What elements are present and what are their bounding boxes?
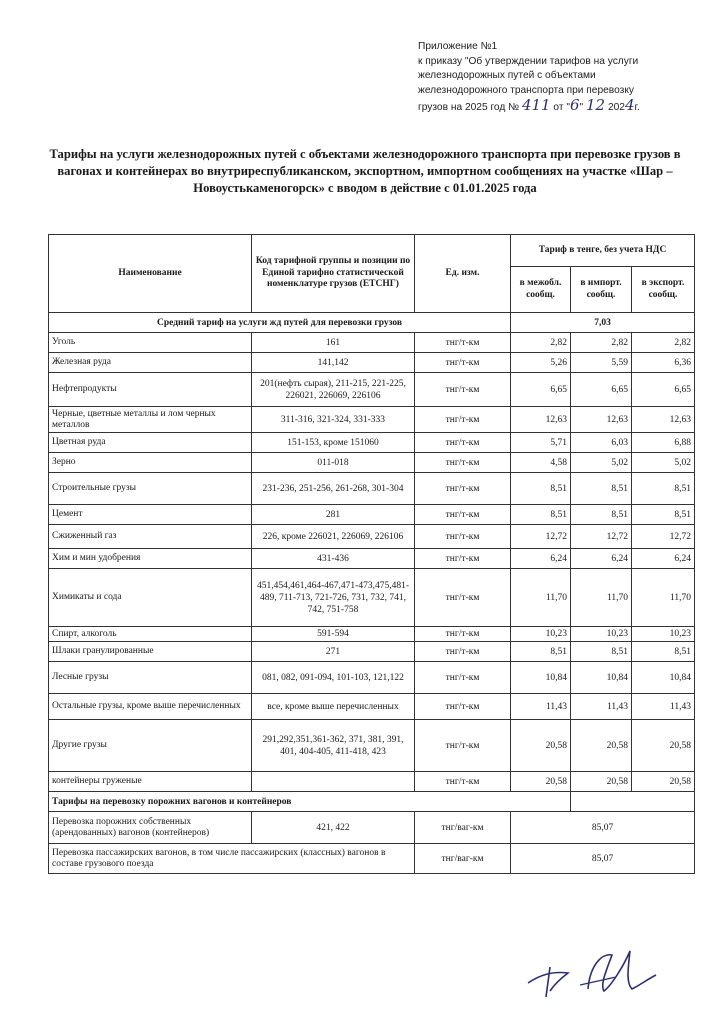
tariff-table (48, 234, 695, 874)
cargo-code: 141,142 (252, 353, 415, 373)
cargo-code: 151-153, кроме 151060 (252, 433, 415, 453)
unit-cell: тнг/т-км (415, 569, 511, 627)
unit-cell: тнг/т-км (415, 642, 511, 662)
table-row (49, 453, 695, 473)
tariff-export: 10,84 (632, 662, 695, 694)
section-empty (571, 792, 695, 812)
cargo-name: Лесные грузы (49, 662, 252, 694)
cargo-name: Химикаты и сода (49, 569, 252, 627)
empty-row-name: Перевозка порожних собственных (арендованных) вагонов (контейнеров) (49, 812, 252, 844)
cargo-code: 161 (252, 333, 415, 353)
tariff-local: 8,51 (511, 505, 571, 525)
table-row (49, 662, 695, 694)
tariff-export: 11,70 (632, 569, 695, 627)
cargo-code: 201(нефть сырая), 211-215, 221-225, 226021, 226069, 226106 (252, 373, 415, 407)
unit-cell: тнг/т-км (415, 505, 511, 525)
table-row (49, 694, 695, 720)
empty-row-name: Перевозка пассажирских вагонов, в том числе пассажирских (классных) вагонов в составе грузового поезда (49, 844, 415, 874)
cargo-code: 291,292,351,361-362, 371, 381, 391, 401, 404-405, 411-418, 423 (252, 720, 415, 772)
unit-cell: тнг/т-км (415, 549, 511, 569)
unit-cell: тнг/т-км (415, 720, 511, 772)
table-row (49, 333, 695, 353)
table-row (49, 812, 695, 844)
empty-section-title: Тарифы на перевозку порожних вагонов и контейнеров (49, 792, 571, 812)
header-code: Код тарифной группы и позиции по Единой тарифно статистической номенклатуре грузов (ЕТСНГ) (252, 235, 415, 313)
table-row (49, 373, 695, 407)
table-row (49, 720, 695, 772)
tariff-local: 10,23 (511, 627, 571, 642)
table-row (49, 433, 695, 453)
tariff-local: 8,51 (511, 642, 571, 662)
tariff-import: 11,70 (571, 569, 632, 627)
average-row (49, 313, 695, 333)
empty-row-value: 85,07 (511, 812, 695, 844)
tariff-local: 10,84 (511, 662, 571, 694)
tariff-local: 2,82 (511, 333, 571, 353)
cargo-code: все, кроме выше перечисленных (252, 694, 415, 720)
appendix-line: железнодорожного транспорта при перевозку (418, 84, 634, 96)
tariff-import: 20,58 (571, 720, 632, 772)
average-label: Средний тариф на услуги жд путей для перевозки грузов (49, 313, 511, 333)
tariff-import: 12,72 (571, 525, 632, 549)
tariff-import: 8,51 (571, 505, 632, 525)
tariff-local: 11,70 (511, 569, 571, 627)
year-suffix: г. (634, 102, 640, 114)
year-digit: 4 (624, 96, 635, 115)
unit-cell: тнг/т-км (415, 525, 511, 549)
tariff-export: 12,63 (632, 407, 695, 433)
order-number: 411 (521, 96, 551, 115)
cargo-code: 271 (252, 642, 415, 662)
tariff-import: 20,58 (571, 772, 632, 792)
order-month: 12 (586, 96, 606, 115)
table-row (49, 627, 695, 642)
header-import: в импорт. сообщ. (571, 267, 632, 313)
unit-cell: тнг/т-км (415, 433, 511, 453)
table-row (49, 473, 695, 505)
unit-cell: тнг/т-км (415, 627, 511, 642)
appendix-date-line (418, 98, 708, 116)
document-title: Тарифы на услуги железнодорожных путей с объектами железнодорожного транспорта при перевозке грузов в вагонах и контейнерах во внутриреспубликанском, экспортном, импортном сообщениях на участке «Шар – Новоустькаменогорск» с вводом в действие с 01.01.2025 года (49, 147, 681, 195)
signature (520, 945, 670, 1005)
unit-cell: тнг/ваг-км (415, 844, 511, 874)
tariff-import: 8,51 (571, 473, 632, 505)
cargo-code: 081, 082, 091-094, 101-103, 121,122 (252, 662, 415, 694)
tariff-local: 4,58 (511, 453, 571, 473)
appendix-quote: " (579, 102, 584, 114)
cargo-name: Строительные грузы (49, 473, 252, 505)
unit-cell: тнг/т-км (415, 407, 511, 433)
tariff-local: 6,24 (511, 549, 571, 569)
tariff-local: 8,51 (511, 473, 571, 505)
tariff-local: 11,43 (511, 694, 571, 720)
table-row (49, 569, 695, 627)
cargo-code: 231-236, 251-256, 261-268, 301-304 (252, 473, 415, 505)
cargo-code: 591-594 (252, 627, 415, 642)
year-prefix: 202 (607, 102, 625, 114)
cargo-code (252, 772, 415, 792)
cargo-name: контейнеры груженые (49, 772, 252, 792)
table-row (49, 407, 695, 433)
tariff-local: 5,26 (511, 353, 571, 373)
tariff-export: 6,65 (632, 373, 695, 407)
appendix-line: железнодорожных путей с объектами (418, 70, 596, 82)
tariff-local: 6,65 (511, 373, 571, 407)
header-export: в экспорт. сообщ. (632, 267, 695, 313)
unit-cell: тнг/т-км (415, 772, 511, 792)
header-unit: Ед. изм. (415, 235, 511, 313)
table-row (49, 525, 695, 549)
header-tariff: Тариф в тенге, без учета НДС (511, 235, 695, 267)
cargo-name: Уголь (49, 333, 252, 353)
tariff-import: 11,43 (571, 694, 632, 720)
cargo-name: Железная руда (49, 353, 252, 373)
tariff-local: 12,63 (511, 407, 571, 433)
tariff-export: 6,36 (632, 353, 695, 373)
table-row (49, 642, 695, 662)
unit-cell: тнг/т-км (415, 373, 511, 407)
tariff-import: 8,51 (571, 642, 632, 662)
cargo-name: Цемент (49, 505, 252, 525)
cargo-code: 311-316, 321-324, 331-333 (252, 407, 415, 433)
tariff-export: 20,58 (632, 720, 695, 772)
unit-cell: тнг/т-км (415, 353, 511, 373)
cargo-name: Остальные грузы, кроме выше перечисленных (49, 694, 252, 720)
average-value: 7,03 (511, 313, 695, 333)
table-row (49, 549, 695, 569)
appendix-from: от " (553, 102, 570, 114)
tariff-import: 12,63 (571, 407, 632, 433)
empty-row-value: 85,07 (511, 844, 695, 874)
tariff-import: 6,65 (571, 373, 632, 407)
tariff-local: 12,72 (511, 525, 571, 549)
tariff-export: 20,58 (632, 772, 695, 792)
tariff-import: 5,02 (571, 453, 632, 473)
order-day: 6 (569, 96, 580, 115)
table-body (49, 313, 695, 874)
tariff-export: 12,72 (632, 525, 695, 549)
tariff-export: 8,51 (632, 642, 695, 662)
tariff-local: 5,71 (511, 433, 571, 453)
empty-row-code: 421, 422 (252, 812, 415, 844)
tariff-export: 8,51 (632, 473, 695, 505)
cargo-name: Шлаки гранулированные (49, 642, 252, 662)
cargo-code: 451,454,461,464-467,471-473,475,481-489, 711-713, 721-726, 731, 732, 741, 742, 751-758 (252, 569, 415, 627)
cargo-name: Зерно (49, 453, 252, 473)
table-row (49, 505, 695, 525)
unit-cell: тнг/т-км (415, 662, 511, 694)
tariff-import: 5,59 (571, 353, 632, 373)
cargo-name: Черные, цветные металлы и лом черных металлов (49, 407, 252, 433)
header-local: в межобл. сообщ. (511, 267, 571, 313)
tariff-export: 10,23 (632, 627, 695, 642)
table-row (49, 772, 695, 792)
section-row (49, 792, 695, 812)
tariff-import: 10,84 (571, 662, 632, 694)
tariff-export: 6,88 (632, 433, 695, 453)
unit-cell: тнг/т-км (415, 333, 511, 353)
tariff-export: 5,02 (632, 453, 695, 473)
unit-cell: тнг/ваг-км (415, 812, 511, 844)
cargo-code: 226, кроме 226021, 226069, 226106 (252, 525, 415, 549)
appendix-header (418, 40, 708, 116)
cargo-name: Другие грузы (49, 720, 252, 772)
appendix-title: Приложение №1 (418, 41, 498, 52)
tariff-local: 20,58 (511, 772, 571, 792)
tariff-import: 6,03 (571, 433, 632, 453)
cargo-name: Нефтепродукты (49, 373, 252, 407)
cargo-code: 431-436 (252, 549, 415, 569)
cargo-code: 281 (252, 505, 415, 525)
tariff-export: 8,51 (632, 505, 695, 525)
cargo-name: Сжиженный газ (49, 525, 252, 549)
tariff-import: 2,82 (571, 333, 632, 353)
appendix-line: к приказу "Об утверждении тарифов на услуги (418, 55, 639, 67)
unit-cell: тнг/т-км (415, 453, 511, 473)
header-name: Наименование (49, 235, 252, 313)
table-row (49, 353, 695, 373)
tariff-import: 10,23 (571, 627, 632, 642)
tariff-export: 11,43 (632, 694, 695, 720)
tariff-local: 20,58 (511, 720, 571, 772)
cargo-name: Хим и мин удобрения (49, 549, 252, 569)
unit-cell: тнг/т-км (415, 694, 511, 720)
cargo-name: Цветная руда (49, 433, 252, 453)
tariff-import: 6,24 (571, 549, 632, 569)
cargo-name: Спирт, алкоголь (49, 627, 252, 642)
cargo-code: 011-018 (252, 453, 415, 473)
tariff-export: 6,24 (632, 549, 695, 569)
tariff-export: 2,82 (632, 333, 695, 353)
appendix-line: грузов на 2025 год № (418, 102, 520, 114)
unit-cell: тнг/т-км (415, 473, 511, 505)
table-row (49, 844, 695, 874)
